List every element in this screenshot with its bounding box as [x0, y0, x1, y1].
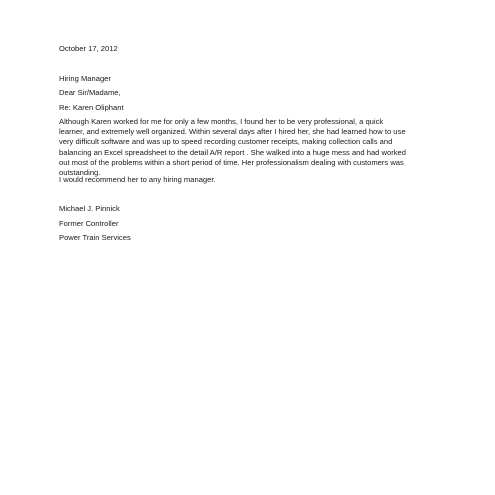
body-line: learner, and extremely well organized. Within several days after I hired her, she had learned how to use: [59, 127, 406, 137]
recipient-line: Hiring Manager: [59, 74, 111, 83]
body-line: out most of the problems within a short period of time. Her professionalism dealing with customers was: [59, 157, 404, 167]
subject-line: Re: Karen Oliphant: [59, 103, 124, 112]
salutation: Dear Sir/Madame,: [59, 88, 121, 97]
body-line: balancing an Excel spreadsheet to the detail A/R report . She walked into a huge mess and had worked: [59, 147, 406, 157]
signer-company: Power Train Services: [59, 233, 131, 242]
signer-title: Former Controller: [59, 219, 119, 228]
letter-date: October 17, 2012: [59, 44, 118, 53]
body-line: outstanding.: [59, 168, 101, 178]
letter-body-paragraph: [59, 117, 449, 178]
signer-name: Michael J. Pinnick: [59, 204, 120, 213]
recommendation-line: I would recommend her to any hiring manager.: [59, 175, 216, 184]
body-line: Although Karen worked for me for only a few months, I found her to be very professional, a quick: [59, 117, 384, 126]
body-line: very difficult software and was up to speed recording customer receipts, making collection calls and: [59, 137, 393, 147]
